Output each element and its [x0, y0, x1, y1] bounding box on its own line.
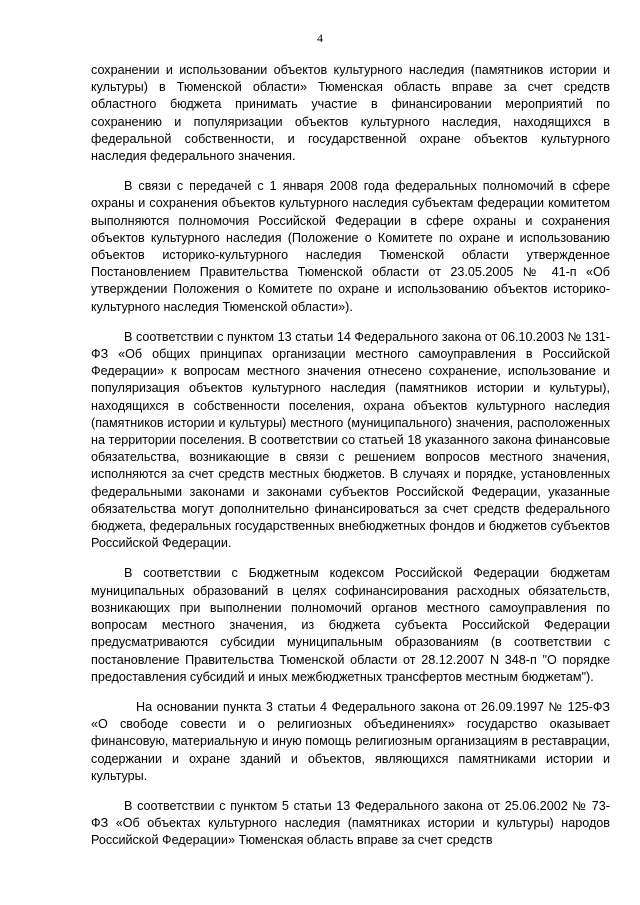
- paragraph-law-131: В соответствии с пунктом 13 статьи 14 Федерального закона от 06.10.2003 № 131-ФЗ «Об общих принципах организации местного самоуправления в Российской Федерации» к вопросам местного значения отнесено сохранение, использование и популяризация объектов культурного наследия (памятников истории и культуры), находящихся в собственности поселения, охрана объектов культурного наследия (памятников истории и культуры) местного (муниципального) значения, расположенных на территории поселения. В соответствии со статьей 18 указанного закона финансовые обязательства, возникающие в связи с решением вопросов местного значения, исполняются за счет средств местных бюджетов. В случаях и порядке, установленных федеральными законами и законами субъектов Российской Федерации, указанные обязательства могут дополнительно финансироваться за счет средств федерального бюджета, федеральных государственных внебюджетных фондов и бюджетов субъектов Российской Федерации.: [91, 329, 610, 551]
- paragraph-continuation: сохранении и использовании объектов культурного наследия (памятников истории и культуры) в Тюменской области» Тюменская область вправе за счет средств областного бюджета принимать участие в финансировании мероприятий по сохранению и популяризации объектов культурного наследия, находящихся в федеральной собственности, и государственной охране объектов культурного наследия федерального значения.: [91, 63, 610, 164]
- paragraph-law-125: На основании пункта 3 статьи 4 Федерального закона от 26.09.1997 № 125-ФЗ «О свободе совести и о религиозных объединениях» государство оказывает финансовую, материальную и иную помощь религиозным организациям в реставрации, содержании и охране зданий и объектов, являющихся памятниками истории и культуры.: [91, 699, 610, 783]
- paragraph-law-73: В соответствии с пунктом 5 статьи 13 Федерального закона от 25.06.2002 № 73-ФЗ «Об объектах культурного наследия (памятниках истории и культуры) народов Российской Федерации» Тюменская область вправе за счет средств: [91, 798, 610, 848]
- page-number: 4: [317, 31, 323, 45]
- paragraph-budget-code: В соответствии с Бюджетным кодексом Российской Федерации бюджетам муниципальных образований в целях софинансирования расходных обязательств, возникающих при выполнении полномочий органов местного самоуправления по вопросам местного значения, из бюджета субъекта Российской Федерации предусматриваются субсидии муниципальным образованиям (в соответствии с постановление Правительства Тюменской области от 28.12.2007 N 348-п "О порядке предоставления субсидий и иных межбюджетных трансфертов местным бюджетам").: [91, 566, 610, 684]
- document-body: [91, 62, 610, 863]
- paragraph-federal-powers: В связи с передачей с 1 января 2008 года федеральных полномочий в сфере охраны и сохранения объектов культурного наследия субъектам федерации комитетом выполняются полномочия Российской Федерации в сфере охраны и сохранения объектов культурного наследия (Положение о Комитете по охране и использованию объектов историко-культурного наследия Тюменской области утвержденное Постановлением Правительства Тюменской области от 23.05.2005 № 41-п «Об утверждении Положения о Комитете по охране и использованию объектов историко-культурного наследия Тюменской области»).: [91, 179, 610, 314]
